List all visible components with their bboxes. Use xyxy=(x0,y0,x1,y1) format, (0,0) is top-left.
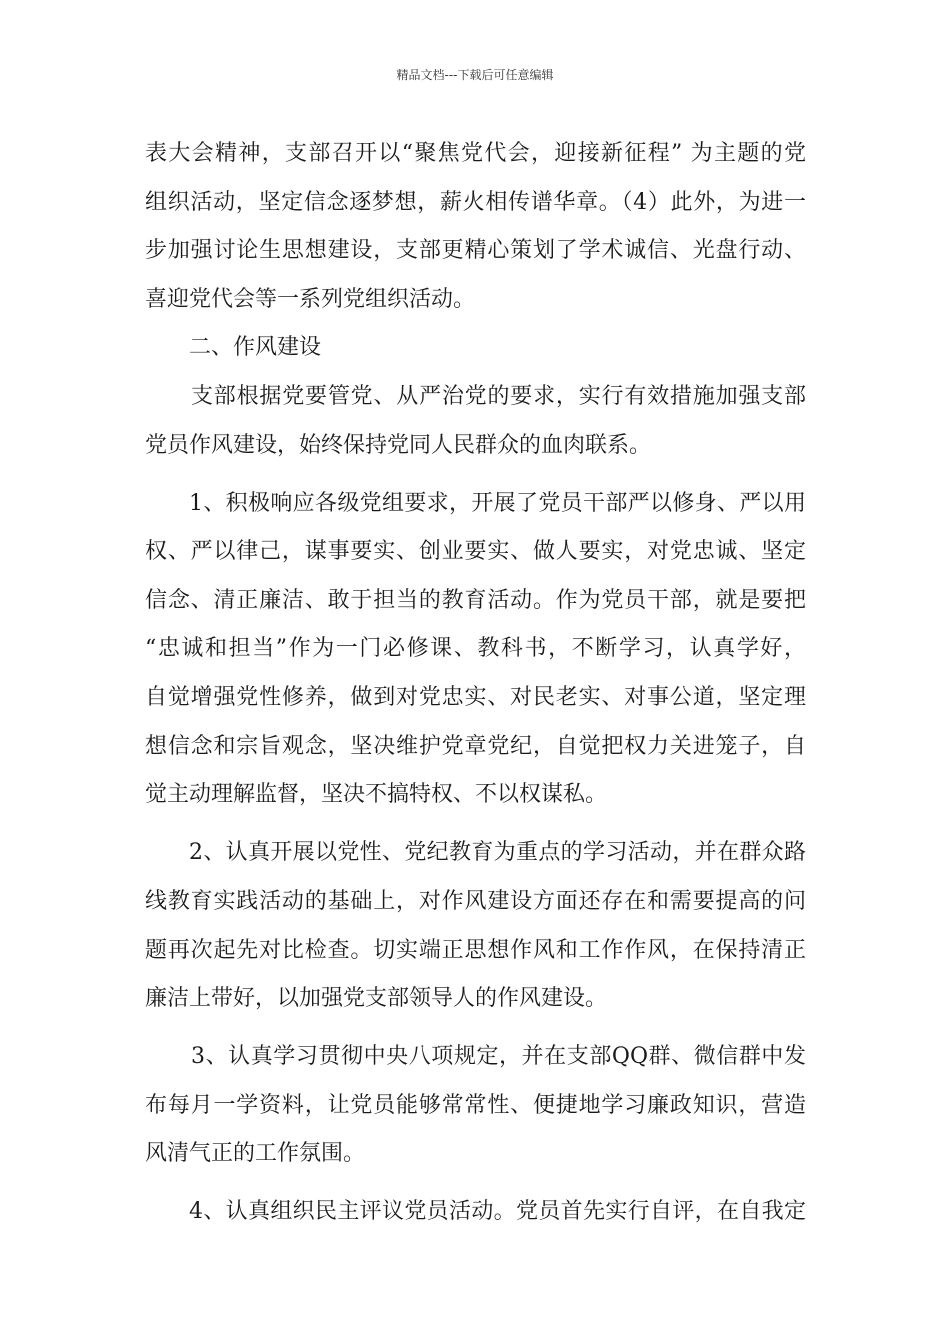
text-line: 信念、清正廉洁、敢于担当的教育活动。作为党员干部，就是要把 xyxy=(145,587,806,613)
page-header: 精品文档---下载后可任意编辑 xyxy=(396,68,554,82)
text-line: 廉洁上带好，以加强党支部领导人的作风建设。 xyxy=(145,986,608,1012)
text-line: 支部根据党要管党、从严治党的要求，实行有效措施加强支部 xyxy=(191,383,806,409)
text-line: 风清气正的工作氛围。 xyxy=(145,1141,366,1167)
text-line: 4、认真组织民主评议党员活动。党员首先实行自评，在自我定 xyxy=(189,1199,806,1225)
paragraph-intro xyxy=(145,373,806,470)
text-line: 想信念和宗旨观念，坚决维护党章党纪，自觉把权力关进笼子，自 xyxy=(145,733,806,759)
paragraph-continuation xyxy=(145,130,806,324)
text-line: 布每月一学资料，让党员能够常常性、便捷地学习廉政知识，营造 xyxy=(145,1092,806,1118)
text-line: 权、严以律己，谋事要实、创业要实、做人要实，对党忠诚、坚定 xyxy=(145,539,806,565)
text-line: 组织活动，坚定信念逐梦想，薪火相传谱华章。（4）此外，为进一 xyxy=(145,189,806,215)
paragraph-item-2 xyxy=(145,829,806,1023)
text-line: 步加强讨论生思想建设，支部更精心策划了学术诚信、光盘行动、 xyxy=(145,238,806,264)
text-line: 3、认真学习贯彻中央八项规定，并在支部QQ群、微信群中发 xyxy=(191,1044,806,1070)
text-line: 2、认真开展以党性、党纪教育为重点的学习活动，并在群众路 xyxy=(189,840,806,866)
text-line: 表大会精神，支部召开以“聚焦党代会，迎接新征程” 为主题的党 xyxy=(145,141,806,166)
text-line: 1、积极响应各级党组要求，开展了党员干部严以修身、严以用 xyxy=(189,490,806,516)
text-line: 自觉增强党性修养，做到对党忠实、对民老实、对事公道，坚定理 xyxy=(145,685,806,711)
paragraph-item-1 xyxy=(145,480,806,820)
text-line: 觉主动理解监督，坚决不搞特权、不以权谋私。 xyxy=(145,782,608,808)
paragraph-item-3 xyxy=(145,1033,806,1179)
text-line: 题再次起先对比检查。切实端正思想作风和工作作风，在保持清正 xyxy=(145,937,806,963)
text-line: 线教育实践活动的基础上，对作风建设方面还存在和需要提高的问 xyxy=(145,888,806,914)
text-line: “忠诚和担当”作为一门必修课、教科书，不断学习，认真学好， xyxy=(145,636,806,662)
section-heading: 二、作风建设 xyxy=(189,335,322,361)
text-line: 党员作风建设，始终保持党同人民群众的血肉联系。 xyxy=(145,432,652,458)
paragraph-item-4 xyxy=(145,1188,806,1237)
text-line: 喜迎党代会等一系列党组织活动。 xyxy=(145,286,476,312)
document-body xyxy=(145,130,806,1237)
